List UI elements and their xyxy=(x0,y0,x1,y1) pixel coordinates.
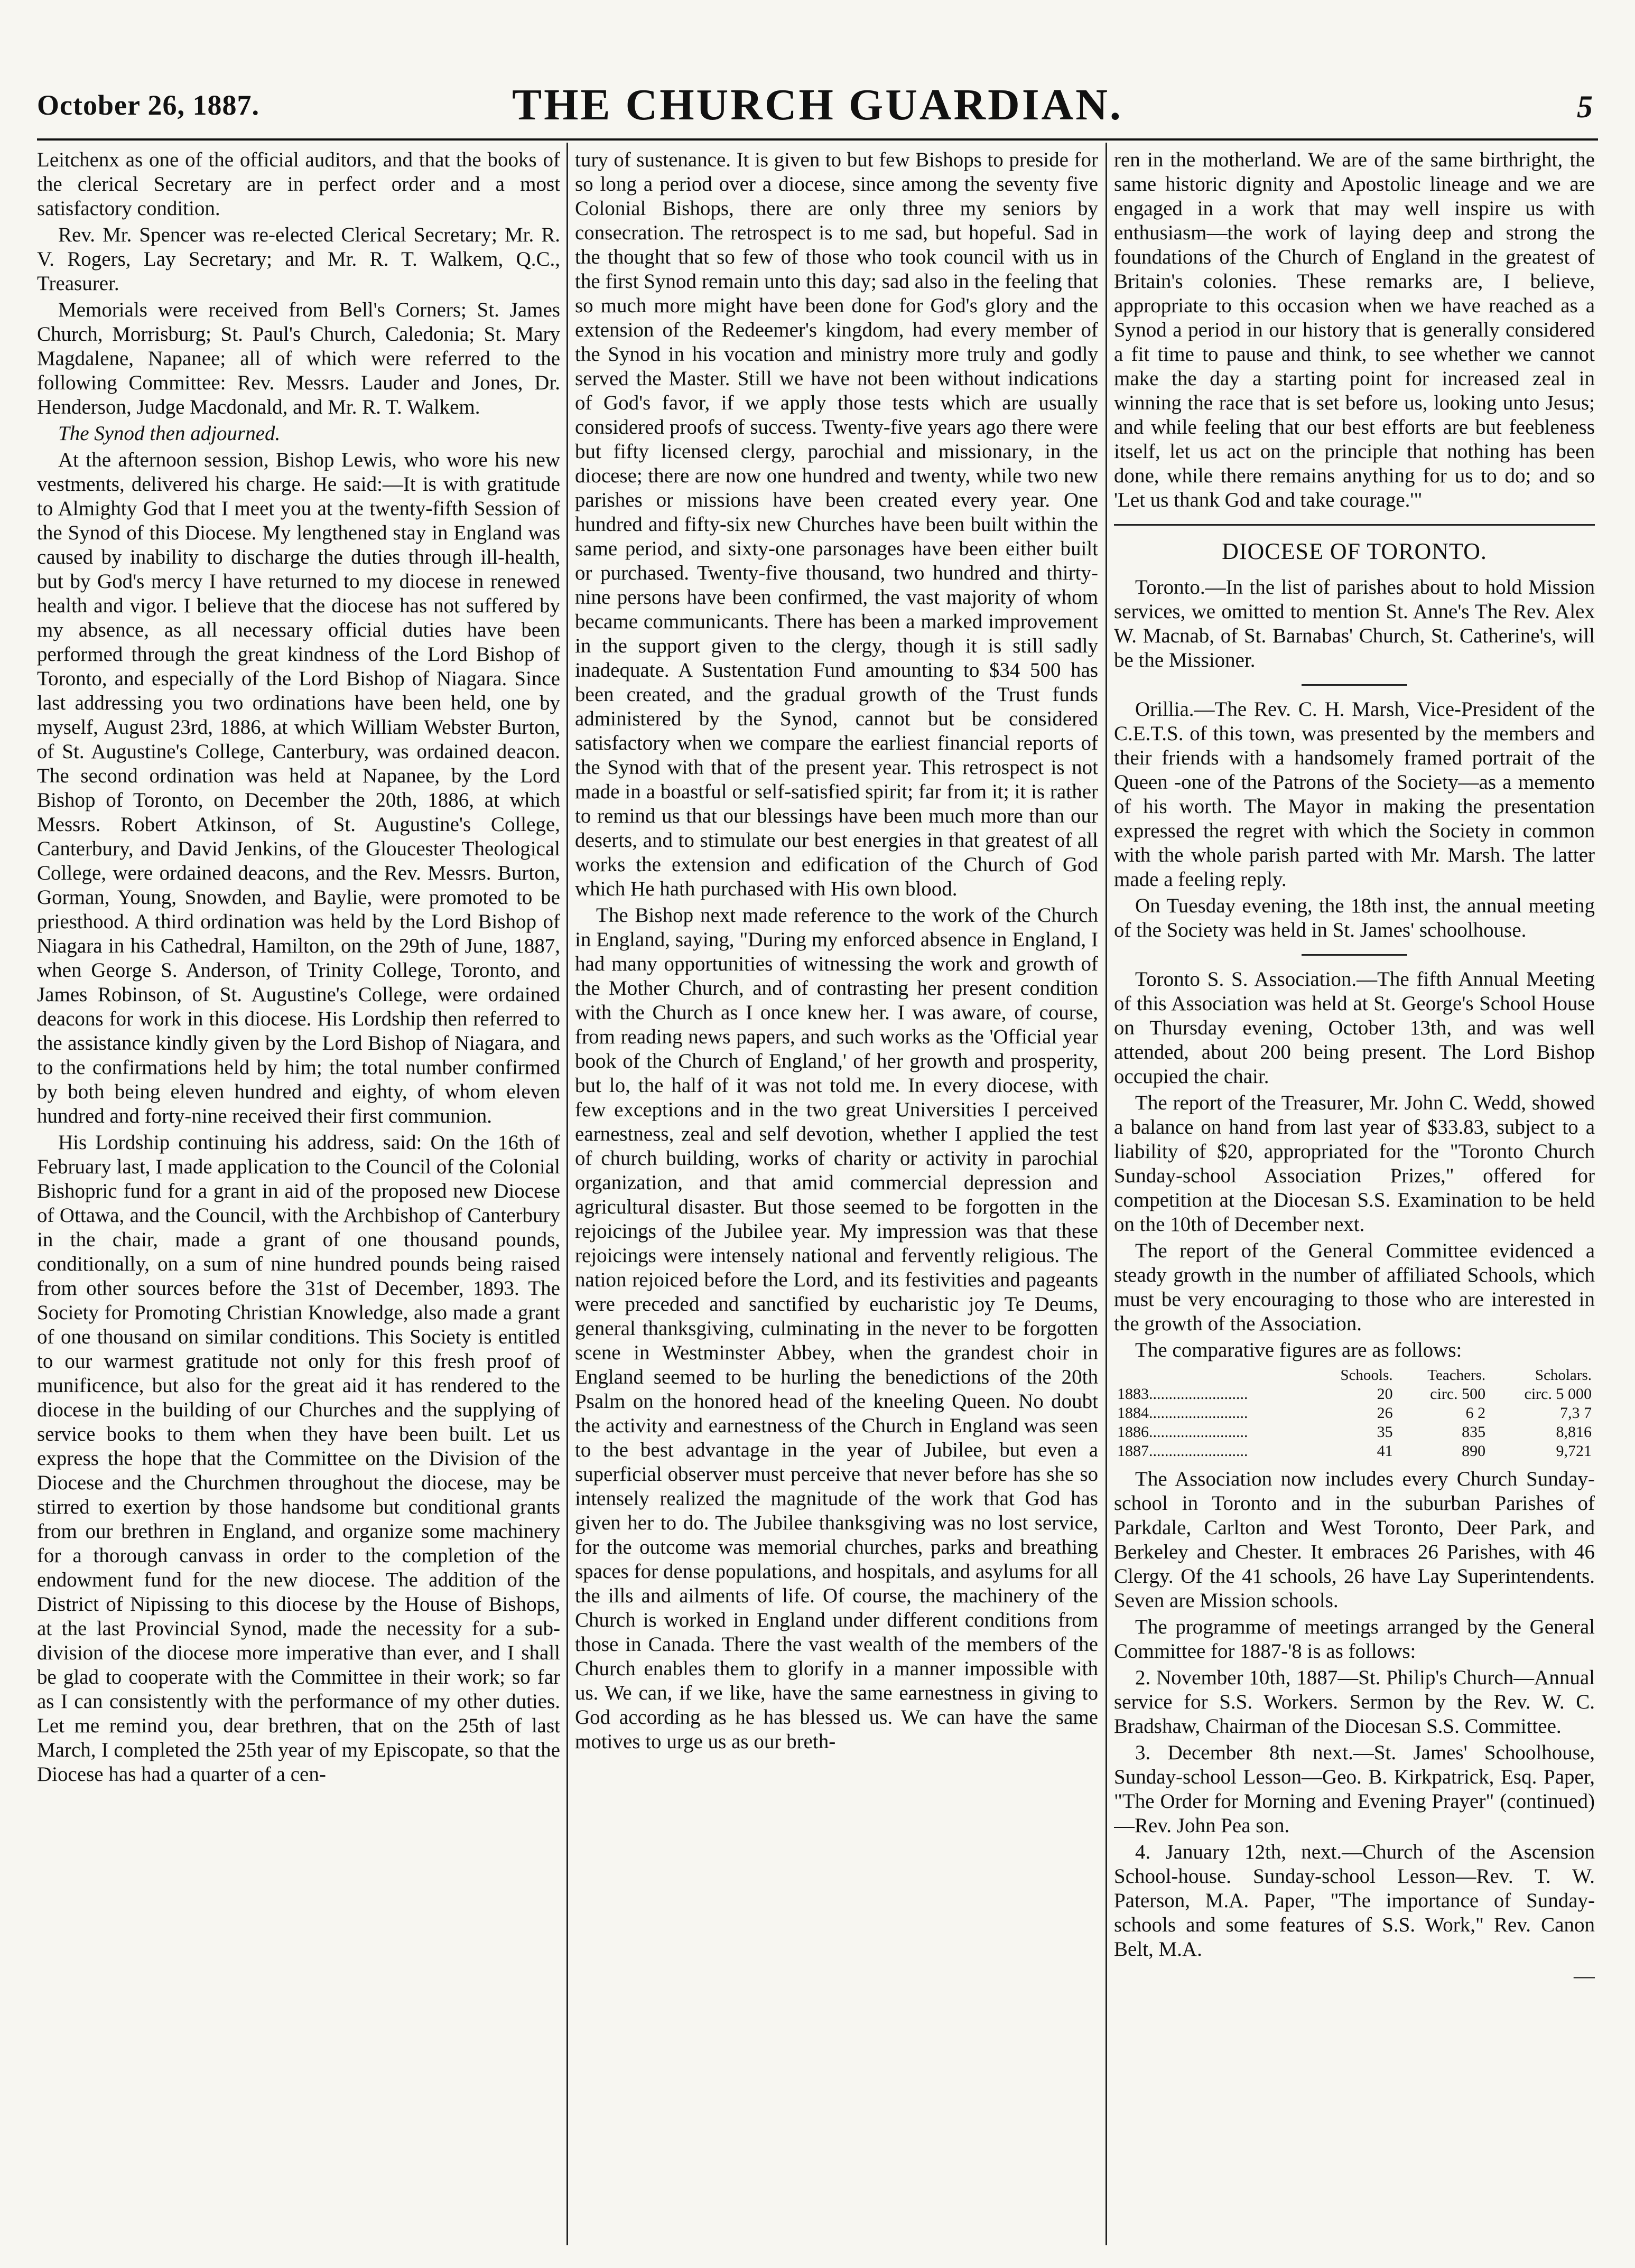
table-header xyxy=(1114,1366,1312,1385)
paragraph: The Association now includes every Church Sunday-school in Toronto and in the suburban Parishes of Parkdale, Carlton and West Toronto, Deer Park, and Berkeley and Chester. It embraces 26 Parishes, with 46 Clergy. Of the 41 schools, 26 have Lay Superintendents. Seven are Mission schools. xyxy=(1114,1468,1595,1612)
table-cell: 35 xyxy=(1377,1423,1393,1441)
section-rule xyxy=(1114,524,1595,526)
paragraph: 4. January 12th, next.—Church of the Ascension School-house. Sunday-school Lesson—Rev. T. W. Paterson, M.A. Paper, "The importance of Sunday-schools and some features of S.S. Work," Rev. Canon Belt, M.A. xyxy=(1114,1841,1595,1961)
item-rule xyxy=(1302,684,1407,686)
header-rule xyxy=(37,138,1598,141)
table-row xyxy=(1114,1404,1595,1423)
paragraph: Toronto.—In the list of parishes about to hold Mission services, we omitted to mention St. Anne's The Rev. Alex W. Macnab, of St. Barnabas' Church, St. Catherine's, will be the Missioner. xyxy=(1114,576,1595,671)
issue-date: October 26, 1887. xyxy=(37,89,259,121)
paragraph: Toronto S. S. Association.—The fifth Annual Meeting of this Association was held at St. George's School House on Thursday evening, October 13th, and was well attended, about 200 being present. The Lord Bishop occupied the chair. xyxy=(1114,968,1595,1088)
paragraph: The comparative figures are as follows: xyxy=(1135,1339,1462,1361)
paragraph: The programme of meetings arranged by the General Committee for 1887-'8 is as follows: xyxy=(1114,1616,1595,1663)
paragraph: Orillia.—The Rev. C. H. Marsh, Vice-President of the C.E.T.S. of this town, was presented by the members and their friends with a handsomely framed portrait of the Queen -one of the Patrons of the Society—as a memento of his worth. The Mayor in making the presentation expressed the regret with which the Society in common with the whole parish parted with Mr. Marsh. The latter made a feeling reply. xyxy=(1114,698,1595,891)
table-cell: 41 xyxy=(1377,1442,1393,1460)
paragraph: The report of the General Committee evidenced a steady growth in the number of affiliated Schools, which must be very encouraging to those who are interested in the growth of the Association. xyxy=(1114,1239,1595,1335)
column-divider xyxy=(566,143,568,2245)
paragraph: The Synod then adjourned. xyxy=(58,422,281,445)
paragraph: tury of sustenance. It is given to but few Bishops to preside for so long a period over a diocese, since among the seventy five Colonial Bishops, there are only three my seniors by consecration. The retrospect is to me sad, but hopeful. Sad in the thought that so few of those who took council with us in the first Synod remain unto this day; sad also in the feeling that so much more might have been done for God's glory and the extension of the Redeemer's kingdom, had every member of the Synod in his vocation and ministry more truly and godly served the Master. Still we have not been without indications of God's favor, if we apply those tests which are usually considered proofs of success. Twenty-five years ago there were but fifty licensed clergy, parochial and missionary, in the diocese; there are now one hundred and twenty, while two new parishes or missions have been created every year. One hundred and fifty-six new Churches have been built within the same period, and sixty-one parsonages have been either built or purchased. Twenty-five thousand, two hundred and thirty-nine persons have been confirmed, the vast majority of whom became communicants. There has been a marked improvement in the support given to the clergy, though it is still sadly inadequate. A Sustentation Fund amounting to $34 500 has been created, and the gradual growth of the Trust funds administered by the Synod, cannot but be considered satisfactory when we compare the earliest financial reports of the Synod with that of the present year. This retrospect is not made in a boastful or self-satisfied spirit; far from it; it is rather to remind us that our blessings have been much more than our deserts, and to stimulate our best energies in that greatest of all works the extension and edification of the Church of God which He hath purchased with His own blood. xyxy=(575,148,1098,900)
table-header: Teachers. xyxy=(1427,1367,1486,1384)
paragraph: His Lordship continuing his address, said: On the 16th of February last, I made application to the Council of the Colonial Bishopric fund for a grant in aid of the proposed new Diocese of Ottawa, and the Council, with the Archbishop of Canterbury in the chair, made a grant of one thousand pounds, conditionally, on a sum of nine hundred pounds being raised from other sources before the 31st of December, 1893. The Society for Promoting Christian Knowledge, also made a grant of one thousand on similar conditions. This Society is entitled to our warmest gratitude not only for this fresh proof of munificence, but also for the great aid it has rendered to the diocese in the building of our Churches and the supplying of service books to them when they have been built. Let us express the hope that the Committee on the Division of the Diocese and the Churchmen throughout the diocese, may be stirred to exertion by those handsome but conditional grants from our brethren in England, and organize some machinery for a thorough canvass in order to the completion of the endowment fund for the new diocese. The addition of the District of Nipissing to this diocese by the House of Bishops, at the last Provincial Synod, made the necessity for a sub-division of the diocese more imperative than ever, and I shall be glad to cooperate with the Committee in their work; so far as I can consistently with the performance of my other duties. Let me remind you, dear brethren, that on the 25th of last March, I completed the 25th year of my Episcopate, so that the Diocese has had a quarter of a cen- xyxy=(37,1131,560,1786)
table-header: Schools. xyxy=(1340,1367,1393,1384)
paragraph: The Bishop next made reference to the work of the Church in England, saying, "During my enforced absence in England, I had many opportunities of witnessing the work and growth of the Mother Church, and of contrasting her present condition with the Church as I once knew her. I was aware, of course, from reading news papers, and such works as the 'Official year book of the Church of England,' of her growth and prosperity, but lo, the half of it was not told me. In every diocese, with few exceptions and in the two great Universities I perceived earnestness, zeal and self devotion, whether I applied the test of church building, works of charity or activity in parochial organization, and that amid commercial depression and agricultural disaster. But those seemed to be forgotten in the rejoicings of the Jubilee year. My impression was that these rejoicings were intensely national and fervently religious. The nation rejoiced before the Lord, and its festivities and pageants were preceded and sanctified by eucharistic joy Te Deums, general thanksgiving, culminating in the never to be forgotten scene in Westminster Abbey, when the grandest choir in England seemed to be hurling the benedictions of the 20th Psalm on the honored head of the kneeling Queen. No doubt the activity and earnestness of the Church in England was seen to the best advantage in the year of Jubilee, but even a superficial observer must perceive that never before has she so intensely realized the magnitude of the work that God has given her to do. The Jubilee thanksgiving was no lost service, for the outcome was memorial churches, parks and breathing spaces for dense populations, and hospitals, and asylums for all the ills and ailments of life. Of course, the machinery of the Church is worked in England under different conditions from those in Canada. There the vast wealth of the members of the Church enables them to glorify in a manner impossible with us. We can, if we like, have the same earnestness in giving to God according as he has blessed us. We can have the same motives to urge us as our breth- xyxy=(575,904,1098,1753)
table-cell: 1883......................... xyxy=(1117,1385,1248,1403)
table-row xyxy=(1114,1442,1595,1461)
table-cell: circ. 500 xyxy=(1430,1385,1486,1403)
paragraph: 2. November 10th, 1887—St. Philip's Church—Annual service for S.S. Workers. Sermon by the Rev. W. C. Bradshaw, Chairman of the Diocesan S.S. Committee. xyxy=(1114,1666,1595,1738)
end-rule: — xyxy=(1574,1964,1595,1987)
table-cell: 8,816 xyxy=(1556,1423,1592,1441)
item-rule xyxy=(1302,954,1407,956)
table-cell: 20 xyxy=(1377,1385,1393,1403)
page-header xyxy=(37,79,1598,143)
table-header-row xyxy=(1114,1366,1595,1385)
section-heading: DIOCESE OF TORONTO. xyxy=(1222,538,1487,564)
paragraph: 3. December 8th next.—St. James' Schoolhouse, Sunday-school Lesson—Geo. B. Kirkpatrick, Esq. Paper, "The Order for Morning and Evening Prayer" (continued)—Rev. John Pea son. xyxy=(1114,1741,1595,1837)
column-divider xyxy=(1106,143,1107,2245)
page-number: 5 xyxy=(1577,89,1593,124)
table-cell: 26 xyxy=(1377,1404,1393,1422)
paragraph: ren in the motherland. We are of the same birthright, the same historic dignity and Apostolic lineage and we are engaged in a work that may well inspire us with enthusiasm—the work of laying deep and strong the foundations of the Church of England in the greatest of Britain's colonies. These remarks are, I believe, appropriate to this occasion when we have reached as a Synod a period in our history that is generally considered a fit time to pause and think, to see whether we cannot make the day a starting point for increased zeal in winning the race that is set before us, looking unto Jesus; and while feeling that our best efforts are but feebleness itself, let us act on the principle that nothing has been done, while there remains anything for us to do; and so 'Let us thank God and take courage.'" xyxy=(1114,148,1595,511)
paragraph: Memorials were received from Bell's Corners; St. James Church, Morrisburg; St. Paul's Church, Caledonia; St. Mary Magdalene, Napanee; all of which were referred to the following Committee: Rev. Messrs. Lauder and Jones, Dr. Henderson, Judge Macdonald, and Mr. R. T. Walkem. xyxy=(37,298,560,418)
paragraph: On Tuesday evening, the 18th inst, the annual meeting of the Society was held in St. James' schoolhouse. xyxy=(1114,894,1595,941)
table-row xyxy=(1114,1423,1595,1442)
table-row xyxy=(1114,1385,1595,1404)
table-cell: 6 2 xyxy=(1465,1404,1486,1422)
table-cell: 1887......................... xyxy=(1117,1442,1248,1460)
column-2 xyxy=(575,148,1098,2229)
table-header: Scholars. xyxy=(1535,1367,1592,1384)
column-1 xyxy=(37,148,560,2229)
table-cell: 7,3 7 xyxy=(1560,1404,1592,1422)
table-cell: 1886......................... xyxy=(1117,1423,1248,1441)
table-cell: 890 xyxy=(1462,1442,1486,1460)
statistics-table xyxy=(1114,1366,1595,1461)
table-cell: 1884......................... xyxy=(1117,1404,1248,1422)
column-3 xyxy=(1114,148,1595,2229)
table-cell: 9,721 xyxy=(1556,1442,1592,1460)
paragraph: Leitchenx as one of the official auditors, and that the books of the clerical Secretary are in perfect order and a most satisfactory condition. xyxy=(37,148,560,220)
paragraph: The report of the Treasurer, Mr. John C. Wedd, showed a balance on hand from last year of $33.83, subject to a liability of $20, appropriated for the "Toronto Church Sunday-school Association Prizes," offered for competition at the Diocesan S.S. Examination to be held on the 10th of December next. xyxy=(1114,1091,1595,1236)
masthead-title: THE CHURCH GUARDIAN. xyxy=(512,80,1123,129)
table-cell: circ. 5 000 xyxy=(1524,1385,1592,1403)
paragraph: At the afternoon session, Bishop Lewis, who wore his new vestments, delivered his charge. He said:—It is with gratitude to Almighty God that I meet you at the twenty-fifth Session of the Synod of this Diocese. My lengthened stay in England was caused by inability to discharge the duties through ill-health, but by God's mercy I have returned to my diocese in renewed health and vigor. I believe that the diocese has not suffered by my absence, as all necessary official duties have been performed through the great kindness of the Lord Bishop of Toronto, and especially of the Lord Bishop of Niagara. Since last addressing you two ordinations have been held, one by myself, August 23rd, 1886, at which William Webster Burton, of St. Augustine's College, Canterbury, was ordained deacon. The second ordination was held at Napanee, by the Lord Bishop of Toronto, on December the 20th, 1886, at which Messrs. Robert Atkinson, of St. Augustine's College, Canterbury, and David Jenkins, of the Gloucester Theological College, were ordained deacons, and the Rev. Messrs. Burton, Gorman, Young, Snowden, and Baylie, were promoted to be priesthood. A third ordination was held by the Lord Bishop of Niagara in his Cathedral, Hamilton, on the 29th of June, 1887, when George S. Anderson, of Trinity College, Toronto, and James Robinson, of St. Augustine's College, were ordained deacons for work in this diocese. His Lordship then referred to the assistance kindly given by the Lord Bishop of Niagara, and to the confirmations held by him; the total number confirmed by both being eleven hundred and eighty, of whom eleven hundred and forty-nine received their first communion. xyxy=(37,449,560,1127)
table-cell: 835 xyxy=(1462,1423,1486,1441)
paragraph: Rev. Mr. Spencer was re-elected Clerical Secretary; Mr. R. V. Rogers, Lay Secretary; and Mr. R. T. Walkem, Q.C., Treasurer. xyxy=(37,223,560,295)
